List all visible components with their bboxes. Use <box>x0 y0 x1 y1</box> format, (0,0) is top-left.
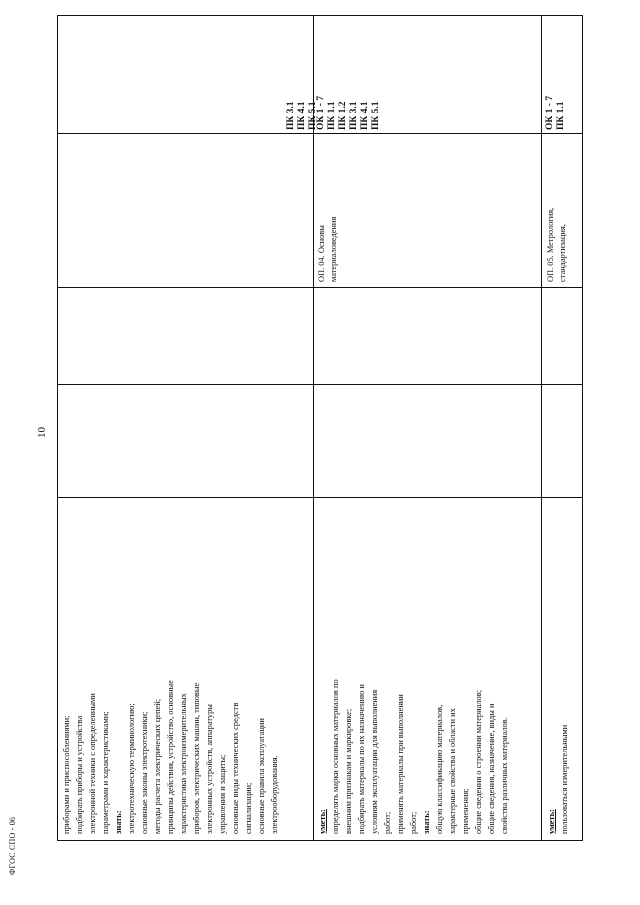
requirement-line: внешним признакам и маркировке; <box>344 708 353 834</box>
table-border <box>313 15 314 840</box>
table-border <box>57 133 583 134</box>
discipline-name <box>316 217 340 282</box>
competence-code: ОК 1 - 7 <box>545 95 555 130</box>
discipline-line: ОП. 04. Основы <box>317 225 326 282</box>
requirement-line: сигнализации; <box>244 782 253 834</box>
requirement-line: работ; <box>409 811 418 834</box>
requirement-line: применения; <box>461 788 470 834</box>
discipline-line: ОП. 05. Метрология, <box>546 207 555 282</box>
requirement-line: электронных устройств, аппаратуры <box>205 704 214 834</box>
footer-label: ФГОС СПО - 06 <box>8 816 17 875</box>
requirement-line: основные законы электротехники; <box>140 711 149 834</box>
requirement-line: приборов, электрических машин, типовые <box>192 682 201 834</box>
requirement-line: управления и защиты; <box>218 754 227 834</box>
table-border <box>57 840 583 841</box>
requirement-line: характерные свойства и области их <box>448 708 457 834</box>
competence-code: ПК 5.1 <box>308 101 318 130</box>
requirement-line: общую классификацию материалов, <box>435 704 444 834</box>
competence-codes <box>286 101 319 130</box>
discipline-line: материаловедения <box>329 216 338 282</box>
requirement-line: электротехническую терминологию; <box>127 703 136 834</box>
competence-code: ПК 1.2 <box>338 101 348 130</box>
requirement-line: пользоваться измерительными <box>560 724 569 834</box>
requirements-text <box>545 725 571 834</box>
requirement-heading: знать: <box>114 810 123 834</box>
competence-code: ПК 4.1 <box>297 101 307 130</box>
competence-code: ПК 1.1 <box>556 101 566 130</box>
requirement-heading: уметь: <box>318 809 327 834</box>
page-number: 10 <box>36 427 48 438</box>
competence-code: ПК 1.1 <box>327 101 337 130</box>
requirement-line: методы расчета электрических цепей; <box>153 698 162 834</box>
table-border <box>57 497 583 498</box>
requirement-line: основные виды технических средств <box>231 702 240 834</box>
requirement-line: условиям эксплуатации для выполнения <box>370 689 379 834</box>
competence-codes <box>545 96 567 130</box>
requirement-heading: знать: <box>422 810 431 834</box>
competence-code: ПК 5.1 <box>371 101 381 130</box>
requirement-line: подбирать материалы по их назначению и <box>357 684 366 834</box>
requirement-line: применять материалы при выполнении <box>396 694 405 834</box>
requirement-line: параметрами и характеристиками; <box>101 711 110 834</box>
requirement-line: принципы действия, устройство, основные <box>166 680 175 834</box>
table-border <box>57 15 58 840</box>
requirement-line: электронной техники с определенными <box>88 693 97 834</box>
requirement-line: подбирать приборы и устройства <box>75 715 84 834</box>
requirement-line: приборами и приспособлениями; <box>62 715 71 834</box>
requirement-line: работ; <box>383 811 392 834</box>
requirement-line: общие сведения, назначение, виды и <box>487 703 496 834</box>
requirements-text <box>316 679 511 834</box>
requirement-line: определять марки основных материалов по <box>331 679 340 834</box>
table-border <box>541 15 542 840</box>
requirement-line: общие сведения о строении материалов; <box>474 689 483 834</box>
table-border <box>582 15 583 840</box>
requirement-line: основные правила эксплуатации <box>257 718 266 834</box>
competence-code: ПК 4.1 <box>360 101 370 130</box>
requirement-line: свойства различных материалов. <box>500 717 509 834</box>
table-border <box>57 15 583 16</box>
table-border <box>57 384 583 385</box>
requirement-line: характеристики электроизмерительных <box>179 693 188 834</box>
table-border <box>57 287 583 288</box>
requirement-line: электрооборудования. <box>270 755 279 834</box>
discipline-line: стандартизация, <box>558 224 567 282</box>
competence-code: ПК 3.1 <box>286 101 296 130</box>
requirement-heading: уметь: <box>547 809 556 834</box>
requirements-text <box>60 680 281 834</box>
discipline-name <box>545 208 569 282</box>
competence-code: ПК 3.1 <box>349 101 359 130</box>
competence-codes <box>316 96 382 130</box>
competence-code: ОК 1 - 7 <box>316 95 326 130</box>
